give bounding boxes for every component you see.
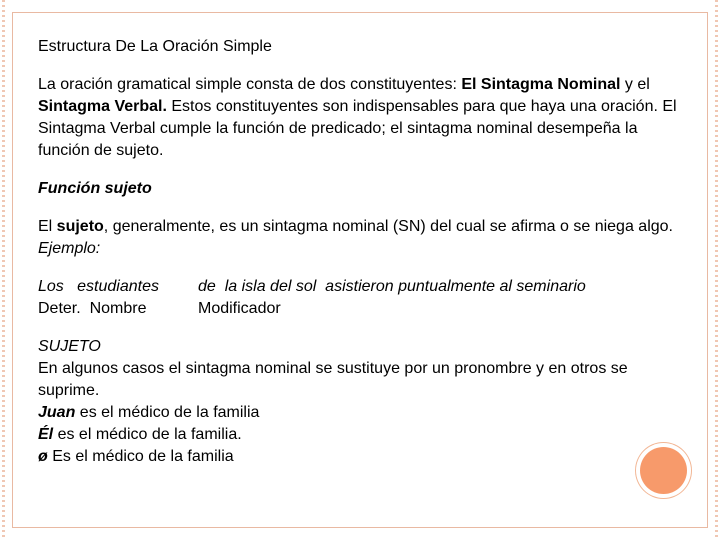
example-line-subject: Juan (38, 404, 76, 421)
intro-bold-2: Sintagma Verbal. (38, 98, 167, 115)
intro-text-2: y el (620, 76, 650, 93)
intro-bold-1: El Sintagma Nominal (461, 76, 621, 93)
pronoun-paragraph: En algunos casos el sintagma nominal se sustituye por un pronombre y en otros se suprime. (38, 360, 628, 399)
example-line-subject: ø (38, 448, 48, 465)
example-label-left: Deter. Nombre (38, 300, 147, 317)
example-label-row (38, 298, 688, 320)
example-line (38, 402, 688, 424)
section-heading: Función sujeto (38, 180, 152, 197)
right-decorative-stripe (715, 0, 718, 540)
intro-text-1: La oración gramatical simple consta de dos constituyentes: (38, 76, 462, 93)
example-sentence-row (38, 276, 688, 298)
example-label-right: Modificador (198, 300, 281, 317)
subject-text-1: El (38, 218, 57, 235)
example-subject-words: Los estudiantes (38, 278, 159, 295)
example-line (38, 446, 688, 468)
slide-title: Estructura De La Oración Simple (38, 38, 272, 55)
slide-content (38, 36, 688, 468)
example-line-rest: es el médico de la familia. (53, 426, 242, 443)
example-block (38, 276, 688, 320)
subject-example-label: Ejemplo: (38, 240, 101, 257)
example-line-subject: Él (38, 426, 54, 443)
subject-paragraph (38, 216, 688, 260)
left-decorative-stripe (2, 0, 5, 540)
sujeto-label: SUJETO (38, 338, 101, 355)
example-line (38, 424, 688, 446)
example-rest-words: de la isla del sol asistieron puntualmente al seminario (198, 278, 586, 295)
subject-bold: sujeto (56, 218, 104, 235)
intro-paragraph (38, 74, 688, 162)
subject-text-2: , generalmente, es un sintagma nominal (SN) del cual se afirma o se niega algo. (103, 218, 673, 235)
example-line-rest: Es el médico de la familia (47, 448, 234, 465)
intro-text-3: Estos constituyentes son indispensables para que haya una oración. El Sintagma Verbal cumple la función de predicado; el sintagma nominal desempeña la función de sujeto. (38, 98, 677, 159)
example-line-rest: es el médico de la familia (75, 404, 260, 421)
